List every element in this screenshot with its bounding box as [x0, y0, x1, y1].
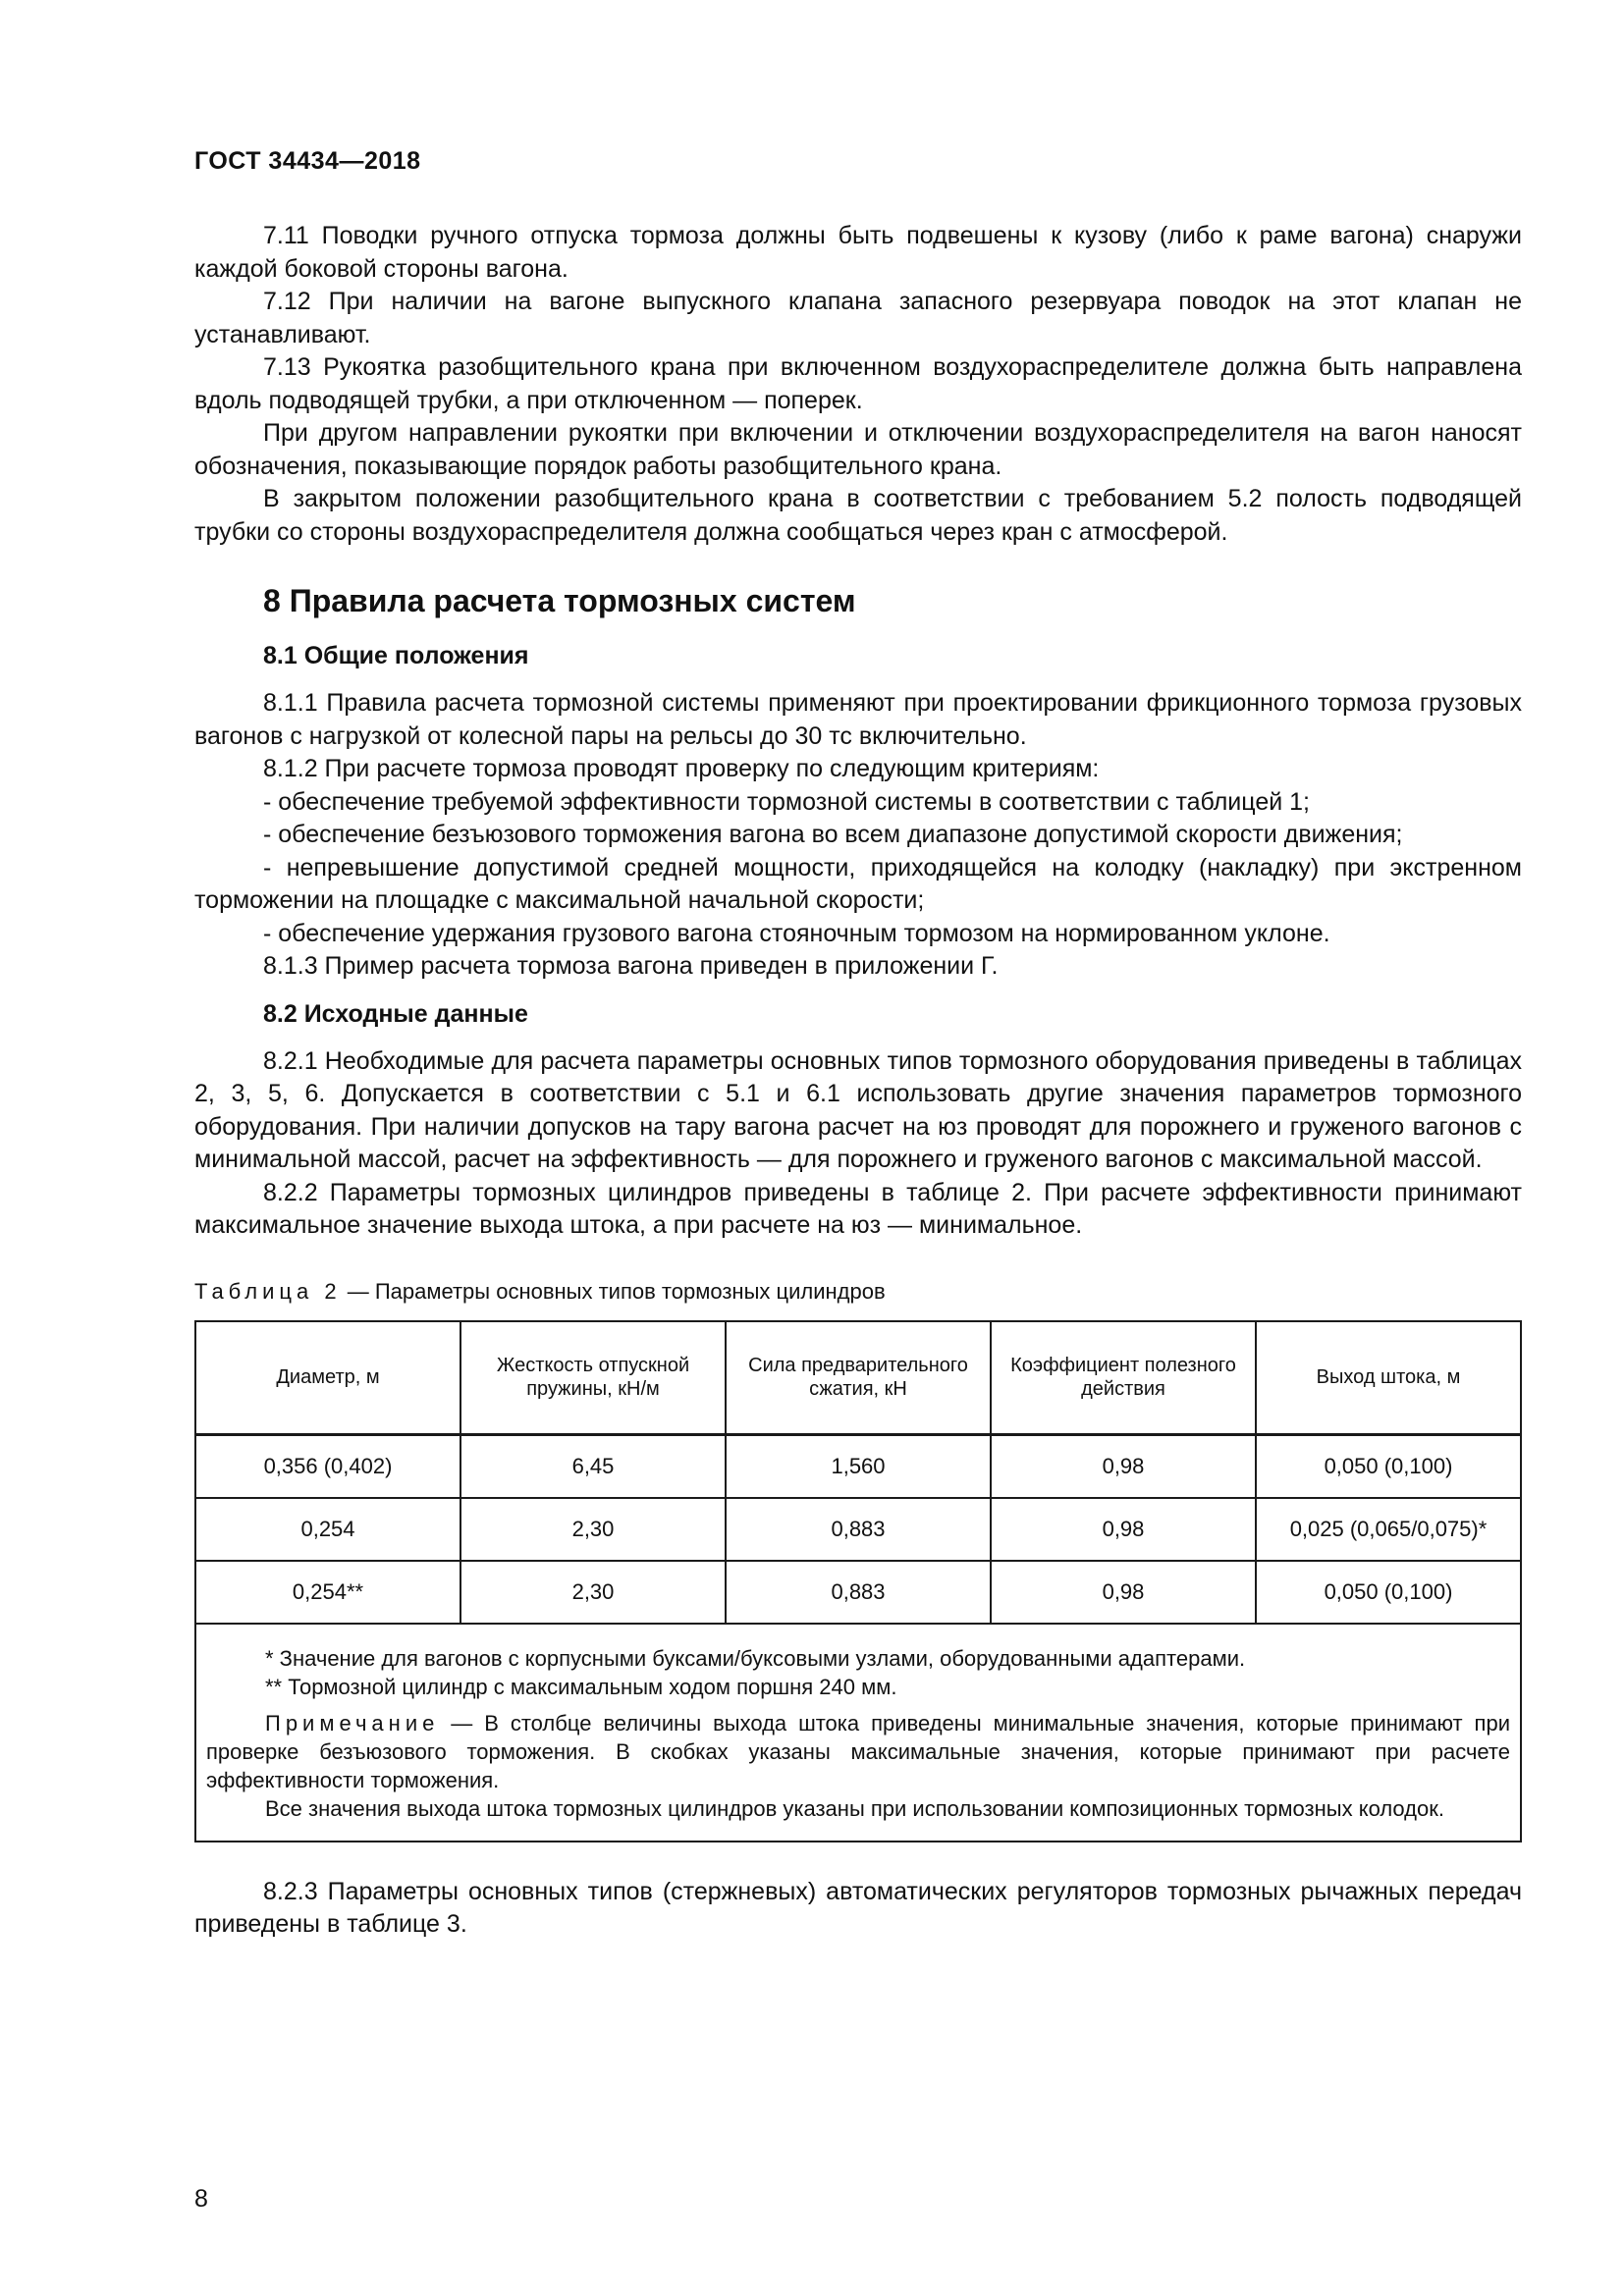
subsection-8-2-title: 8.2 Исходные данные	[263, 999, 528, 1028]
table-notes-row	[195, 1624, 1521, 1842]
page-number: 8	[194, 2185, 208, 2213]
table-row	[195, 1434, 1521, 1498]
table-2	[194, 1320, 1522, 1842]
table-cell: 2,30	[460, 1498, 726, 1561]
table-cell: 0,98	[991, 1434, 1256, 1498]
table-cell: 1,560	[726, 1434, 991, 1498]
table-cell: 6,45	[460, 1434, 726, 1498]
criteria-item-power: - непревышение допустимой средней мощности, приходящейся на колодку (накладку) при экстренном торможении на площадке с максимальной начальной скорости;	[194, 853, 1522, 914]
table-cell: 0,025 (0,065/0,075)*	[1256, 1498, 1521, 1561]
column-header-efficiency: Коэффициент полезного действия	[991, 1321, 1256, 1435]
table-cell: 0,98	[991, 1561, 1256, 1624]
paragraph-7-13-direction: При другом направлении рукоятки при включении и отключении воздухораспределителя на вагон наносят обозначения, показывающие порядок работы разобщительного крана.	[194, 419, 1522, 480]
footnote-double-star: ** Тормозной цилиндр с максимальным ходом поршня 240 мм.	[265, 1674, 897, 1699]
document-header: ГОСТ 34434—2018	[194, 147, 421, 175]
section-8-title: 8 Правила расчета тормозных систем	[263, 583, 856, 618]
table-2-caption-word: Таблица 2	[194, 1278, 342, 1304]
note-text: — В столбце величины выхода штока приведены минимальные значения, которые принимают при проверке безъюзового торможения. В скобках указаны максимальные значения, которые принимают при расчете эффективности торможения.	[206, 1710, 1510, 1792]
paragraph-8-1-1: 8.1.1 Правила расчета тормозной системы применяют при проектировании фрикционного тормоза грузовых вагонов с нагрузкой от колесной пары на рельсы до 30 тс включительно.	[194, 689, 1522, 750]
paragraph-8-1-2: 8.1.2 При расчете тормоза проводят проверку по следующим критериям:	[263, 755, 1100, 782]
table-cell: 0,254	[195, 1498, 460, 1561]
document-body	[194, 220, 1522, 1942]
table-2-caption	[194, 1277, 1522, 1307]
table-cell: 0,254**	[195, 1561, 460, 1624]
table-cell: 2,30	[460, 1561, 726, 1624]
table-notes-cell	[195, 1624, 1521, 1842]
column-header-diameter: Диаметр, м	[195, 1321, 460, 1435]
table-cell: 0,356 (0,402)	[195, 1434, 460, 1498]
paragraph-7-13: 7.13 Рукоятка разобщительного крана при включенном воздухораспределителе должна быть направлена вдоль подводящей трубки, а при отключенном — поперек.	[194, 353, 1522, 414]
paragraph-7-13-closed: В закрытом положении разобщительного крана в соответствии с требованием 5.2 полость подводящей трубки со стороны воздухораспределителя должна сообщаться через кран с атмосферой.	[194, 485, 1522, 546]
table-header-row	[195, 1321, 1521, 1435]
column-header-rod-stroke: Выход штока, м	[1256, 1321, 1521, 1435]
table-2-caption-text: — Параметры основных типов тормозных цилиндров	[341, 1278, 886, 1304]
paragraph-8-1-3: 8.1.3 Пример расчета тормоза вагона приведен в приложении Г.	[263, 952, 999, 980]
table-row	[195, 1498, 1521, 1561]
paragraph-8-2-1: 8.2.1 Необходимые для расчета параметры основных типов тормозного оборудования приведены в таблицах 2, 3, 5, 6. Допускается в соответствии с 5.1 и 6.1 использовать другие значения параметров тормозного оборудования. При наличии допусков на тару вагона расчет на юз проводят для порожнего и груженого вагонов с минимальной массой, расчет на эффективность — для порожнего и груженого вагонов с максимальной массой.	[194, 1046, 1522, 1173]
table-cell: 0,050 (0,100)	[1256, 1561, 1521, 1624]
table-cell: 0,883	[726, 1561, 991, 1624]
table-cell: 0,883	[726, 1498, 991, 1561]
table-note	[206, 1709, 1510, 1794]
column-header-preload-force: Сила предварительного сжатия, кН	[726, 1321, 991, 1435]
paragraph-8-2-3: 8.2.3 Параметры основных типов (стержневых) автоматических регуляторов тормозных рычажных передач приведены в таблице 3.	[194, 1877, 1522, 1938]
table-row	[195, 1561, 1521, 1624]
note-label: Примечание	[265, 1710, 440, 1735]
criteria-item-efficiency: - обеспечение требуемой эффективности тормозной системы в соответствии с таблицей 1;	[263, 787, 1310, 816]
paragraph-8-2-2: 8.2.2 Параметры тормозных цилиндров приведены в таблице 2. При расчете эффективности принимают максимальное значение выхода штока, а при расчете на юз — минимальное.	[194, 1178, 1522, 1239]
table-cell: 0,050 (0,100)	[1256, 1434, 1521, 1498]
footnote-single-star: * Значение для вагонов с корпусными буксами/буксовыми узлами, оборудованными адаптерами.	[265, 1645, 1246, 1671]
column-header-spring-stiffness: Жесткость отпускной пружины, кН/м	[460, 1321, 726, 1435]
table-note-extra: Все значения выхода штока тормозных цилиндров указаны при использовании композиционных тормозных колодок.	[265, 1795, 1444, 1821]
note-spacer	[206, 1701, 1510, 1709]
subsection-8-1-title: 8.1 Общие положения	[263, 642, 529, 669]
criteria-item-parking: - обеспечение удержания грузового вагона стояночным тормозом на нормированном уклоне.	[263, 919, 1330, 947]
paragraph-7-12: 7.12 При наличии на вагоне выпускного клапана запасного резервуара поводок на этот клапан не устанавливают.	[194, 288, 1522, 348]
table-cell: 0,98	[991, 1498, 1256, 1561]
criteria-item-skid: - обеспечение безъюзового торможения вагона во всем диапазоне допустимой скорости движения;	[263, 821, 1403, 848]
paragraph-7-11: 7.11 Поводки ручного отпуска тормоза должны быть подвешены к кузову (либо к раме вагона) снаружи каждой боковой стороны вагона.	[194, 222, 1522, 283]
